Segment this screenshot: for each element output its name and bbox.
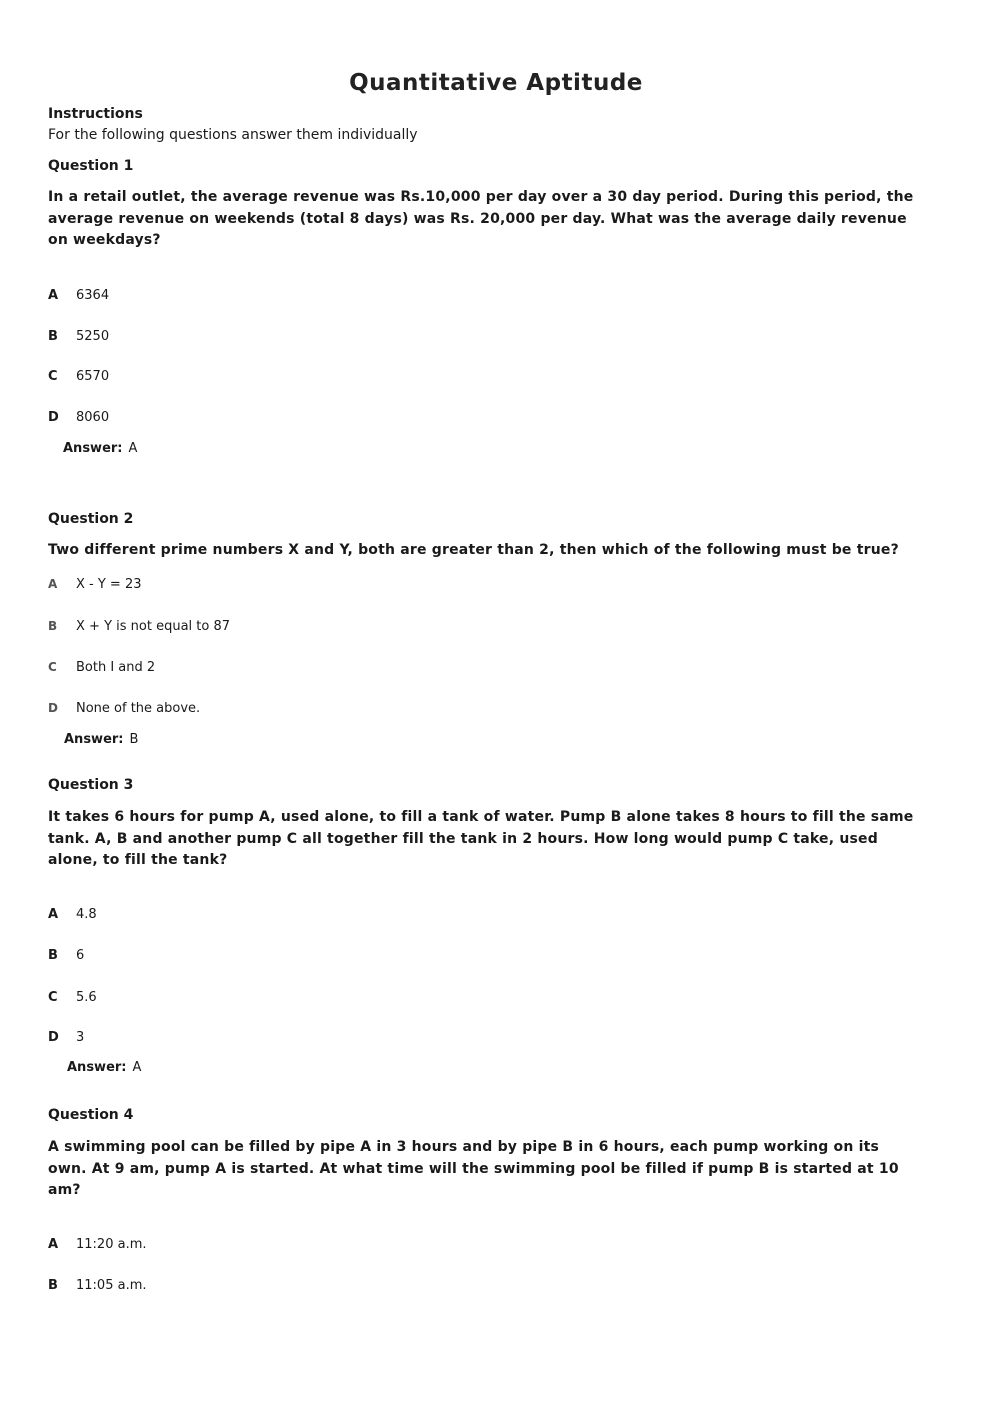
- q4-option-a[interactable]: [48, 1237, 147, 1252]
- question-3-text: It takes 6 hours for pump A, used alone, to fill a tank of water. Pump B alone takes 8 hours to fill the same tank. A, B and another pump C all together fill the tank in 2 hours. How long would pump C take, used alone, to fill the tank?: [48, 809, 914, 868]
- answer-label: Answer:: [64, 732, 124, 747]
- option-text: 5.6: [76, 990, 97, 1005]
- option-key: A: [48, 288, 59, 303]
- instructions-text: For the following questions answer them individually: [48, 127, 418, 143]
- answer-label: Answer:: [63, 441, 123, 456]
- q3-option-c[interactable]: [48, 990, 97, 1005]
- q1-option-a[interactable]: [48, 288, 109, 303]
- question-1-text: In a retail outlet, the average revenue was Rs.10,000 per day over a 30 day period. During this period, the average revenue on weekends (total 8 days) was Rs. 20,000 per day. What was the average daily revenue on weekdays?: [48, 189, 914, 248]
- question-2-text: Two different prime numbers X and Y, both are greater than 2, then which of the following must be true?: [48, 542, 899, 558]
- option-key: C: [48, 990, 58, 1005]
- q2-option-b[interactable]: [48, 619, 230, 634]
- q2-answer: [64, 732, 138, 747]
- option-key: A: [48, 577, 58, 591]
- option-key: B: [48, 1278, 58, 1293]
- question-4-label: Question 4: [48, 1107, 134, 1123]
- option-text: 6: [76, 948, 85, 963]
- q4-option-b[interactable]: [48, 1278, 147, 1293]
- option-text: 11:05 a.m.: [76, 1278, 147, 1293]
- option-text: 4.8: [76, 907, 97, 922]
- question-1-label: Question 1: [48, 158, 134, 174]
- option-text: None of the above.: [76, 701, 201, 716]
- q2-option-a[interactable]: [48, 577, 142, 592]
- q2-option-c[interactable]: [48, 660, 155, 675]
- answer-value: A: [128, 441, 138, 456]
- q1-option-c[interactable]: [48, 369, 109, 384]
- q1-option-d[interactable]: [48, 410, 109, 425]
- q3-option-a[interactable]: [48, 907, 97, 922]
- option-key: D: [48, 1030, 59, 1045]
- option-key: B: [48, 619, 58, 633]
- q3-option-b[interactable]: [48, 948, 84, 963]
- q3-answer: [67, 1060, 141, 1075]
- answer-value: B: [129, 732, 139, 747]
- q3-option-d[interactable]: [48, 1030, 84, 1045]
- option-key: D: [48, 701, 58, 715]
- answer-label: Answer:: [67, 1060, 127, 1075]
- option-key: B: [48, 948, 58, 963]
- option-key: A: [48, 1237, 59, 1252]
- question-2-label: Question 2: [48, 511, 134, 527]
- q2-option-d[interactable]: [48, 701, 200, 716]
- option-key: D: [48, 410, 59, 425]
- question-3-label: Question 3: [48, 777, 134, 793]
- option-text: X - Y = 23: [76, 577, 142, 592]
- option-text: 5250: [76, 329, 110, 344]
- option-key: C: [48, 369, 58, 384]
- question-4-text: A swimming pool can be filled by pipe A in 3 hours and by pipe B in 6 hours, each pump working on its own. At 9 am, pump A is started. At what time will the swimming pool be filled if pump B is started at 10 am?: [48, 1139, 899, 1198]
- option-text: 11:20 a.m.: [76, 1237, 147, 1252]
- option-text: 8060: [76, 410, 110, 425]
- option-text: Both I and 2: [76, 660, 156, 675]
- option-text: X + Y is not equal to 87: [76, 619, 231, 634]
- option-text: 6364: [76, 288, 110, 303]
- q1-answer: [63, 441, 137, 456]
- option-key: A: [48, 907, 59, 922]
- page-title: Quantitative Aptitude: [349, 70, 643, 96]
- option-text: 3: [76, 1030, 85, 1045]
- answer-value: A: [132, 1060, 142, 1075]
- option-text: 6570: [76, 369, 110, 384]
- q1-option-b[interactable]: [48, 329, 109, 344]
- instructions-label: Instructions: [48, 106, 143, 122]
- option-key: C: [48, 660, 57, 674]
- option-key: B: [48, 329, 58, 344]
